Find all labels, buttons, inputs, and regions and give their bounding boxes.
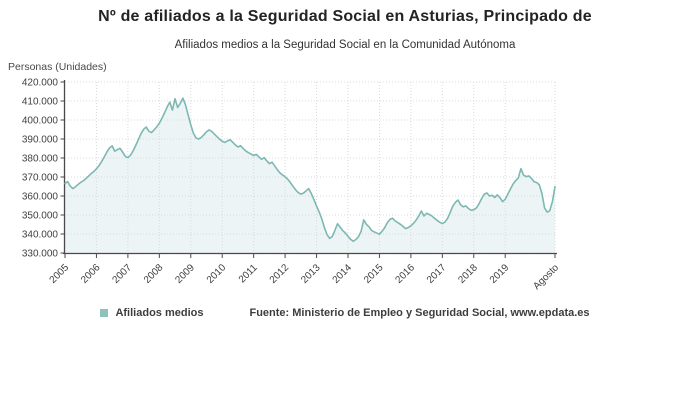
x-tick-label: 2016 xyxy=(393,262,418,286)
y-tick-label: 350.000 xyxy=(21,210,58,222)
x-tick-label: 2011 xyxy=(236,262,260,286)
x-tick-label: 2007 xyxy=(110,262,135,286)
x-tick-label: 2019 xyxy=(487,262,512,286)
x-tick-label: 2010 xyxy=(204,262,229,286)
source-text: Fuente: Ministerio de Empleo y Seguridad Social, www.epdata.es xyxy=(249,307,590,319)
chart-subtitle: Afiliados medios a la Seguridad Social en la Comunidad Autónoma xyxy=(174,39,516,51)
y-tick-label: 380.000 xyxy=(21,153,58,165)
x-tick-label: Agosto xyxy=(531,262,562,293)
x-tick-label: 2014 xyxy=(330,262,355,286)
y-tick-label: 400.000 xyxy=(21,115,58,127)
y-tick-label: 390.000 xyxy=(21,134,58,146)
x-tick-label: 2013 xyxy=(299,262,323,286)
series-area xyxy=(65,98,555,253)
x-tick-label: 2009 xyxy=(173,262,197,286)
x-tick-label: 2017 xyxy=(424,262,449,286)
y-tick-label: 420.000 xyxy=(21,77,58,89)
y-tick-label: 340.000 xyxy=(21,229,58,241)
chart-title: Nº de afiliados a la Seguridad Social en Asturias, Principado de xyxy=(98,8,592,25)
legend-label: Afiliados medios xyxy=(115,307,204,319)
y-axis-title: Personas (Unidades) xyxy=(8,61,107,73)
legend-item-afiliados[interactable] xyxy=(100,307,203,319)
legend-swatch xyxy=(100,309,108,317)
y-tick-label: 370.000 xyxy=(21,172,58,184)
y-tick-label: 330.000 xyxy=(21,248,58,260)
chart-svg xyxy=(0,74,690,304)
x-tick-label: 2012 xyxy=(267,262,292,286)
legend-and-source xyxy=(0,307,690,319)
y-tick-label: 360.000 xyxy=(21,191,58,203)
x-tick-label: 2005 xyxy=(47,262,72,286)
x-tick-label: 2015 xyxy=(362,262,386,286)
x-tick-label: 2006 xyxy=(79,262,103,286)
x-tick-label: 2008 xyxy=(141,262,166,286)
x-tick-label: 2018 xyxy=(456,262,480,286)
y-tick-label: 410.000 xyxy=(21,96,58,108)
